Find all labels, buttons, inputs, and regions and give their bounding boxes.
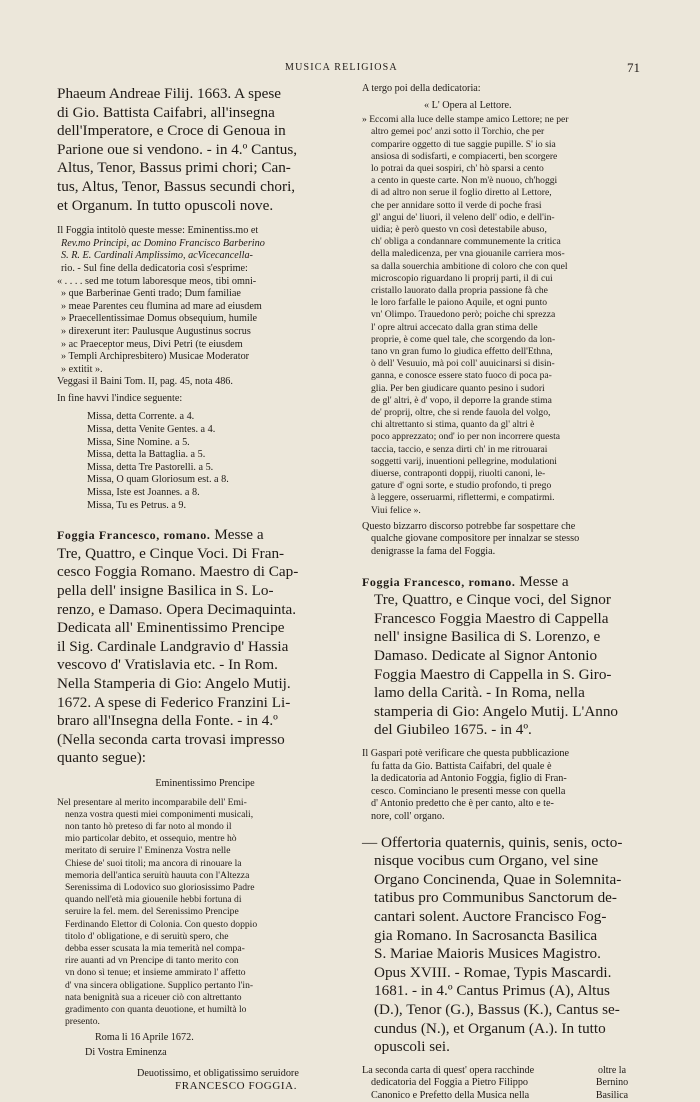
list-item: Missa, Sine Nomine. a 5. — [87, 436, 190, 448]
text-line: la dedicatoria ad Antonio Foggia, figlio di Fran- — [371, 773, 567, 785]
text-line: ganna, e conosce essere stato fuoco di poca pa- — [371, 370, 552, 382]
text-line: renzo, e Damaso. Opera Decimaquinta. — [57, 600, 297, 618]
text-line: gature d' ogni sorte, e studio profondo, ti prego — [371, 480, 552, 492]
text-line: » ac Praeceptor meus, Divi Petri (te eiusdem — [61, 338, 243, 350]
text-line: Viui felice ». — [371, 504, 421, 516]
text-line: oltre la — [597, 1064, 627, 1076]
text-line: lo potrai da quei sospiri, ch' hò sparsi a cento — [371, 163, 544, 174]
text-line: sa dalla souerchia ambitione di coloro che con quel — [371, 260, 568, 272]
text-line: presento. — [65, 1016, 100, 1028]
text-line: rire auanti ad vn Prencipe di tanto merito con — [65, 955, 239, 967]
text-line: vn' Olimpo. Trauedono però; poiche chi sprezza — [371, 309, 556, 321]
list-item: Missa, detta la Battaglia. a 5. — [87, 449, 206, 461]
text-line: dell'Imperatore, e Croce di Genoua in — [57, 122, 286, 140]
text-line: cundus (N.), et Organum (A.). In tutto — [374, 1019, 606, 1037]
text-line — [362, 573, 638, 592]
text-line: Francesco Foggia Maestro di Cappella — [374, 609, 609, 627]
dedication-heading: Eminentissimo Prencipe — [155, 777, 255, 789]
text-line: della maledicenza, per vna giouanile carriera mos- — [371, 248, 565, 260]
page-number: 71 — [627, 60, 640, 75]
text-line: cantari solent. Auctore Francisco Fog- — [374, 907, 607, 925]
text-line: cristallo lauorato dalla propria passione fà che — [371, 285, 548, 297]
text-line: debba esser scusata la mia temerità nel compa- — [65, 942, 245, 954]
text-line: gradimento con quanta deuotione, et humiltà lo — [65, 1003, 247, 1015]
text-line: S. R. E. Cardinali Amplissimo, acVicecancella- — [61, 250, 253, 262]
dedication-text — [57, 797, 353, 1029]
text-line — [57, 526, 353, 545]
closing-line: Di Vostra Eminenza — [85, 1046, 167, 1058]
note-block — [362, 748, 638, 824]
list-item: Missa, Iste est Joannes. a 8. — [87, 487, 200, 499]
date-line: Roma li 16 Aprile 1672. — [95, 1032, 194, 1044]
text-line: à leggere, osseruarmi, riflettermi, e compatirmi. — [371, 492, 555, 504]
text-line: tus, Altus, Tenor, Bassus secundi chori, — [57, 177, 296, 195]
text-line: « . . . . sed me totum laboresque meos, tibi omni- — [57, 275, 257, 287]
text-line: — Offertoria quaternis, quinis, senis, octo- — [362, 833, 623, 851]
text-line: 1672. A spese di Federico Franzini Li- — [57, 693, 291, 711]
text-line: lamo della Carità. - In Roma, nella — [374, 684, 585, 702]
offertoria-entry — [362, 834, 638, 1057]
text-line: Il Gaspari potè verificare che questa pubblicazione — [362, 748, 570, 760]
text-line: Ferdinando Elettor di Colonia. Con questo doppio — [65, 918, 258, 930]
text-line: chi altrettanto si stima, quanto da gl' altri è — [371, 419, 535, 431]
text-line: Basilica — [595, 1089, 629, 1101]
text-line: nell' insigne Basilica di S. Lorenzo, e — [374, 628, 601, 646]
text-line: La seconda carta di quest' opera racchinde — [362, 1064, 535, 1076]
text-line: qualche giovane compositore per innalzar se stesso — [371, 533, 580, 545]
text-line: » que Barberinae Genti trado; Dum familiae — [61, 288, 241, 300]
intro-block — [57, 85, 353, 215]
closing-line: Deuotissimo, et obligatissimo seruidore — [137, 1067, 299, 1079]
mass-index-list — [87, 411, 353, 512]
text-line: diuerse, contraponti doppij, riuolti canoni, le- — [371, 468, 546, 480]
text-line: Organo Concinenda, Quae in Solemnita- — [374, 870, 622, 888]
text-line: dedicatoria del Foggia a Pietro Filippo — [371, 1077, 529, 1089]
margin-continuation — [586, 1065, 638, 1102]
text-line: d' vna sincera obligatione. Supplico pertanto l'in- — [65, 979, 254, 991]
text-line: Canonico e Prefetto della Musica nella — [371, 1089, 530, 1101]
text-line: quando nell'età mia giouenile hebbi fortuna di — [65, 894, 242, 906]
text-line: ò dell' Vesuuio, mà poi coll' auuicinarsi si disin- — [371, 358, 555, 370]
list-item: Missa, O quam Gloriosum est. a 8. — [87, 474, 229, 486]
text-line: le loro farfalle le paiono Aquile, et ogni punto — [371, 297, 548, 309]
running-title: MUSICA RELIGIOSA — [285, 62, 398, 73]
text-line: del Giubileo 1675. - in 4º. — [374, 721, 532, 739]
text-line: de gl' altri, è d' vopo, il deporre la grande stima — [371, 394, 552, 406]
text-line: nata benignità sua a riceuer ciò con altrettanto — [65, 991, 242, 1003]
text-line: gia Romano. In Sacrosancta Basilica — [374, 926, 598, 944]
text-line: denigrasse la fama del Foggia. — [371, 546, 496, 558]
text-line: Nel presentare al merito incomparabile dell' Emi- — [57, 796, 247, 808]
text-line: proprie, è come quel tale, che scorgendo da lon- — [371, 333, 556, 345]
text-line: » Eccomi alla luce delle stampe amico Lettore; ne per — [362, 114, 569, 126]
entry-text: Messe a — [519, 572, 569, 590]
text-line: fu fatta da Gio. Battista Caifabri, del quale è — [371, 760, 552, 772]
text-line: nore, coll' organo. — [371, 810, 445, 822]
text-line: stamperia di Gio: Angelo Mutij. L'Anno — [374, 702, 619, 720]
comment-block — [362, 521, 638, 559]
text-line: » extitit ». — [61, 363, 103, 375]
entry-author: Foggia Francesco, romano. — [57, 528, 211, 543]
text-line: uidia; è però questo vn così detestabile abuso, — [371, 224, 547, 236]
catalog-entry — [57, 526, 353, 768]
list-item: Missa, detta Venite Gentes. a 4. — [87, 424, 216, 436]
text-line: 1681. - in 4.º Cantus Primus (A), Altus — [374, 982, 610, 1000]
text-line: et Organum. In tutto opuscoli nove. — [57, 196, 274, 214]
text-line: memoria dell'antica seruitù hauuta con l'Altezza — [65, 869, 250, 881]
text-line: Altus, Tenor, Bassus primi chori; Can- — [57, 159, 291, 177]
text-line: Opus XVIII. - Romae, Typis Mascardi. — [374, 963, 612, 981]
text-line: A tergo poi della dedicatoria: — [362, 83, 481, 94]
list-item: Missa, Tu es Petrus. a 9. — [87, 499, 187, 511]
note-block — [57, 225, 353, 405]
text-line: Questo bizzarro discorso potrebbe far sospettare che — [362, 520, 576, 532]
text-line: de' proprij, oltre, che si rende fauola del volgo, — [371, 407, 551, 419]
text-line: ch' obliga a condannare communemente la critica — [371, 236, 561, 248]
text-line: cesco Foggia Romano. Maestro di Cap- — [57, 563, 299, 581]
text-line: Tre, Quattro, e Cinque voci, del Signor — [374, 591, 611, 609]
text-line: » Praecellentissimae Domus obsequium, humile — [61, 313, 258, 325]
text-line: braro all'Insegna della Fonte. - in 4.º — [57, 712, 278, 730]
text-line: l' opre altrui accecato dalla gran stima delle — [371, 321, 538, 333]
list-item: Missa, detta Corrente. a 4. — [87, 411, 195, 423]
text-line: Tre, Quattro, e Cinque Voci. Di Fran- — [57, 544, 285, 562]
entry-text: Messe a — [214, 526, 264, 544]
text-line: di Gio. Battista Caifabri, all'insegna — [57, 103, 275, 121]
text-line: che per annidare sotto il verde di poche frasi — [371, 199, 542, 211]
text-line: microscopio riguardano li proprij parti, il di cui — [371, 272, 553, 284]
text-line: a cento in queste carte. Non m'è nuouo, ch'hoggi — [371, 175, 558, 187]
text-line: » Templi Archipresbitero) Musicae Moderator — [61, 351, 250, 363]
text-line: » meae Parentes ceu flumina ad mare ad eiusdem — [61, 300, 262, 312]
text-line: S. Mariae Maioris Musices Magistro. — [374, 945, 601, 963]
text-line: meritato di seruire l' Eminenza Vostra nelle — [65, 845, 231, 857]
text-line: tatibus pro Communibus Sanctorum de- — [374, 889, 617, 907]
text-line: cesco. Cominciano le presenti messe con quella — [371, 785, 566, 797]
signature: FRANCESCO FOGGIA. — [175, 1080, 298, 1093]
text-line: Nella Stamperia di Gio: Angelo Mutij. — [57, 674, 291, 692]
text-line: comparire oggetto di tue saggie pupille. S' io sia — [371, 138, 556, 150]
text-line: il Sig. Cardinale Landgravio d' Hassia — [57, 637, 289, 655]
right-column — [362, 85, 638, 1102]
list-item: Missa, detta Tre Pastorelli. a 5. — [87, 461, 214, 473]
text-line: soggetti varij, inuentioni pellegrine, modulationi — [371, 455, 557, 467]
text-line: Chiese de' suoi titoli; ma ancora di rinouare la — [65, 857, 242, 869]
text-line: « L' Opera al Lettore. — [424, 99, 512, 111]
text-line: Veggasi il Baini Tom. II, pag. 45, nota 486. — [57, 376, 233, 388]
text-line: glia. Per ben giudicare quanto pesino i sudori — [371, 382, 545, 394]
text-line: pella dell' insigne Basilica in S. Lo- — [57, 582, 274, 599]
text-line: mio particolar debito, et ossequio, mentre hò — [65, 833, 237, 845]
text-line: Foggia Maestro di Cappella in S. Giro- — [374, 665, 612, 683]
text-line: nenza vostra questi miei componimenti musicali, — [65, 808, 254, 820]
entry-author: Foggia Francesco, romano. — [362, 574, 516, 589]
text-line: opuscoli sei. — [374, 1038, 450, 1056]
text-line: Il Foggia intitolò queste messe: Eminentiss.mo et — [57, 225, 259, 237]
text-line: Parione oue si vendono. - in 4.º Cantus, — [57, 140, 298, 158]
text-line: seruire la fel. mem. del Serenissimo Prencipe — [65, 906, 239, 918]
text-line: (Nella seconda carta trovasi impresso — [57, 730, 285, 748]
text-line: altro gemei poc' anzi sotto il Torchio, che per — [371, 126, 545, 138]
text-line: titolo d' obligatione, e di seruitù spero, che — [65, 930, 229, 942]
text-line: d' Antonio predetto che è per canto, alto e te- — [371, 798, 554, 810]
letter-text — [362, 114, 638, 517]
text-line: (D.), Tenor (G.), Bassus (K.), Cantus se- — [374, 1000, 620, 1018]
text-line: Rev.mo Principi, ac Domino Francisco Barberino — [61, 237, 265, 249]
text-line: rio. - Sul fine della dedicatoria così s'esprime: — [61, 262, 248, 274]
text-line: Bernino — [595, 1077, 629, 1089]
text-line: gl' angui de' liuori, il veleno dell' odio, e dell'in- — [371, 211, 555, 223]
text-line: taccia, taccio, e senza dirti ch' in me ritrouarai — [371, 443, 548, 455]
catalog-entry — [362, 573, 638, 740]
text-line: » direxerunt iter: Paulusque Augustinus socrus — [61, 325, 251, 337]
text-line: Serenissima di Lodovico suo gloriosissimo Padre — [65, 881, 255, 893]
text-line: In fine havvi l'indice seguente: — [57, 392, 183, 404]
text-line: poco apprezzato; ond' io per non incorrere questa — [371, 431, 560, 443]
final-note — [362, 1065, 638, 1102]
left-column — [57, 85, 353, 1093]
text-line: di ad altro non serue il foglio diretto al Lettore, — [371, 187, 552, 199]
text-line: quanto segue): — [57, 749, 146, 767]
text-line: vn dono sì tenue; et insieme ammirato l' affetto — [65, 967, 246, 979]
text-line: tano vn gran fumo lo giudica effetto dell'Ethna, — [371, 346, 553, 358]
text-line: Phaeum Andreae Filij. 1663. A spese — [57, 85, 281, 102]
text-line: non tanto hò preteso di far noto al mondo il — [65, 820, 232, 832]
text-line: Damaso. Dedicate al Signor Antonio — [374, 647, 598, 665]
text-line: ansiosa di sodisfarti, e compiacerti, ben scorgere — [371, 150, 558, 162]
text-line: Dedicata all' Eminentissimo Prencipe — [57, 619, 285, 637]
text-line: nisque vocibus cum Organo, vel sine — [374, 852, 599, 870]
text-line: vescovo d' Vratislavia etc. - In Rom. — [57, 656, 278, 674]
